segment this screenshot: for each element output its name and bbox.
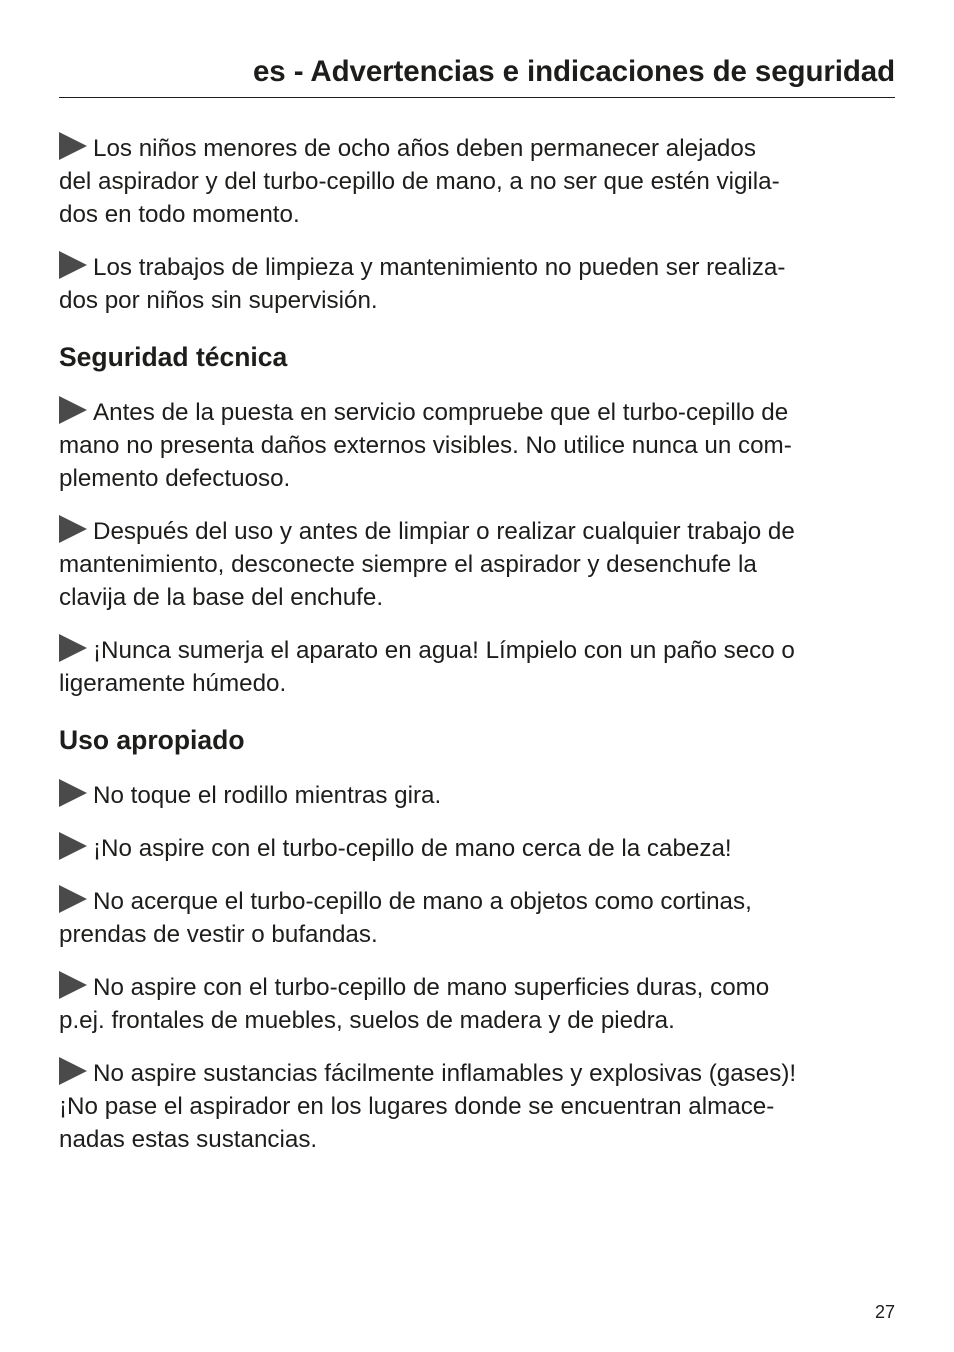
warning-line: plemento defectuoso. (59, 465, 291, 492)
warning-line (59, 971, 895, 1004)
warning-item (59, 132, 895, 231)
triangle-right-icon (59, 1057, 87, 1085)
warning-line (59, 1057, 895, 1090)
warning-line: dos en todo momento. (59, 201, 300, 228)
warning-text: Los trabajos de limpieza y mantenimiento no pueden ser realiza- (93, 254, 786, 281)
warning-text: ¡No aspire con el turbo-cepillo de mano cerca de la cabeza! (93, 835, 732, 862)
manual-page (59, 0, 895, 1352)
triangle-right-icon (59, 251, 87, 279)
warning-item (59, 971, 895, 1037)
section-heading-proper-use: Uso apropiado (59, 725, 245, 755)
warning-line: clavija de la base del enchufe. (59, 584, 384, 611)
warning-line: p.ej. frontales de muebles, suelos de madera y de piedra. (59, 1007, 675, 1034)
triangle-right-icon (59, 132, 87, 160)
warning-item (59, 634, 895, 700)
warning-item (59, 251, 895, 317)
warning-text: Después del uso y antes de limpiar o realizar cualquier trabajo de (93, 518, 795, 545)
warning-line (59, 779, 895, 812)
triangle-right-icon (59, 515, 87, 543)
warning-text: No toque el rodillo mientras gira. (93, 782, 442, 809)
triangle-right-icon (59, 634, 87, 662)
warning-item (59, 515, 895, 614)
warning-item (59, 779, 895, 812)
warning-item (59, 396, 895, 495)
triangle-right-icon (59, 779, 87, 807)
warning-text: No aspire sustancias fácilmente inflamables y explosivas (gases)! (93, 1060, 797, 1087)
warning-item (59, 832, 895, 865)
triangle-right-icon (59, 396, 87, 424)
warning-line: dos por niños sin supervisión. (59, 287, 378, 314)
warning-text: No aspire con el turbo-cepillo de mano superficies duras, como (93, 974, 770, 1001)
triangle-right-icon (59, 971, 87, 999)
page-header (59, 52, 895, 98)
warning-text: Los niños menores de ocho años deben permanecer alejados (93, 135, 756, 162)
warning-line: prendas de vestir o bufandas. (59, 921, 378, 948)
warning-line (59, 515, 895, 548)
warning-line (59, 396, 895, 429)
triangle-right-icon (59, 885, 87, 913)
warning-line: nadas estas sustancias. (59, 1126, 318, 1153)
warning-text: No acerque el turbo-cepillo de mano a objetos como cortinas, (93, 888, 752, 915)
warning-line (59, 832, 895, 865)
warning-item (59, 1057, 895, 1156)
warning-line: del aspirador y del turbo-cepillo de mano, a no ser que estén vigila- (59, 168, 780, 195)
warning-line (59, 634, 895, 667)
warning-item (59, 885, 895, 951)
warning-line (59, 132, 895, 165)
warning-line: ligeramente húmedo. (59, 670, 287, 697)
page-title: es - Advertencias e indicaciones de seguridad (252, 55, 895, 88)
warning-text: ¡Nunca sumerja el aparato en agua! Límpielo con un paño seco o (93, 637, 795, 664)
warning-line (59, 885, 895, 918)
page-content (59, 132, 895, 1176)
section-heading-technical-safety: Seguridad técnica (59, 342, 288, 372)
warning-line: mantenimiento, desconecte siempre el aspirador y desenchufe la (59, 551, 757, 578)
warning-line (59, 251, 895, 284)
warning-line: mano no presenta daños externos visibles. No utilice nunca un com- (59, 432, 792, 459)
warning-text: Antes de la puesta en servicio compruebe que el turbo-cepillo de (93, 399, 789, 426)
page-number: 27 (874, 1302, 895, 1322)
warning-line: ¡No pase el aspirador en los lugares donde se encuentran almace- (59, 1093, 775, 1120)
triangle-right-icon (59, 832, 87, 860)
